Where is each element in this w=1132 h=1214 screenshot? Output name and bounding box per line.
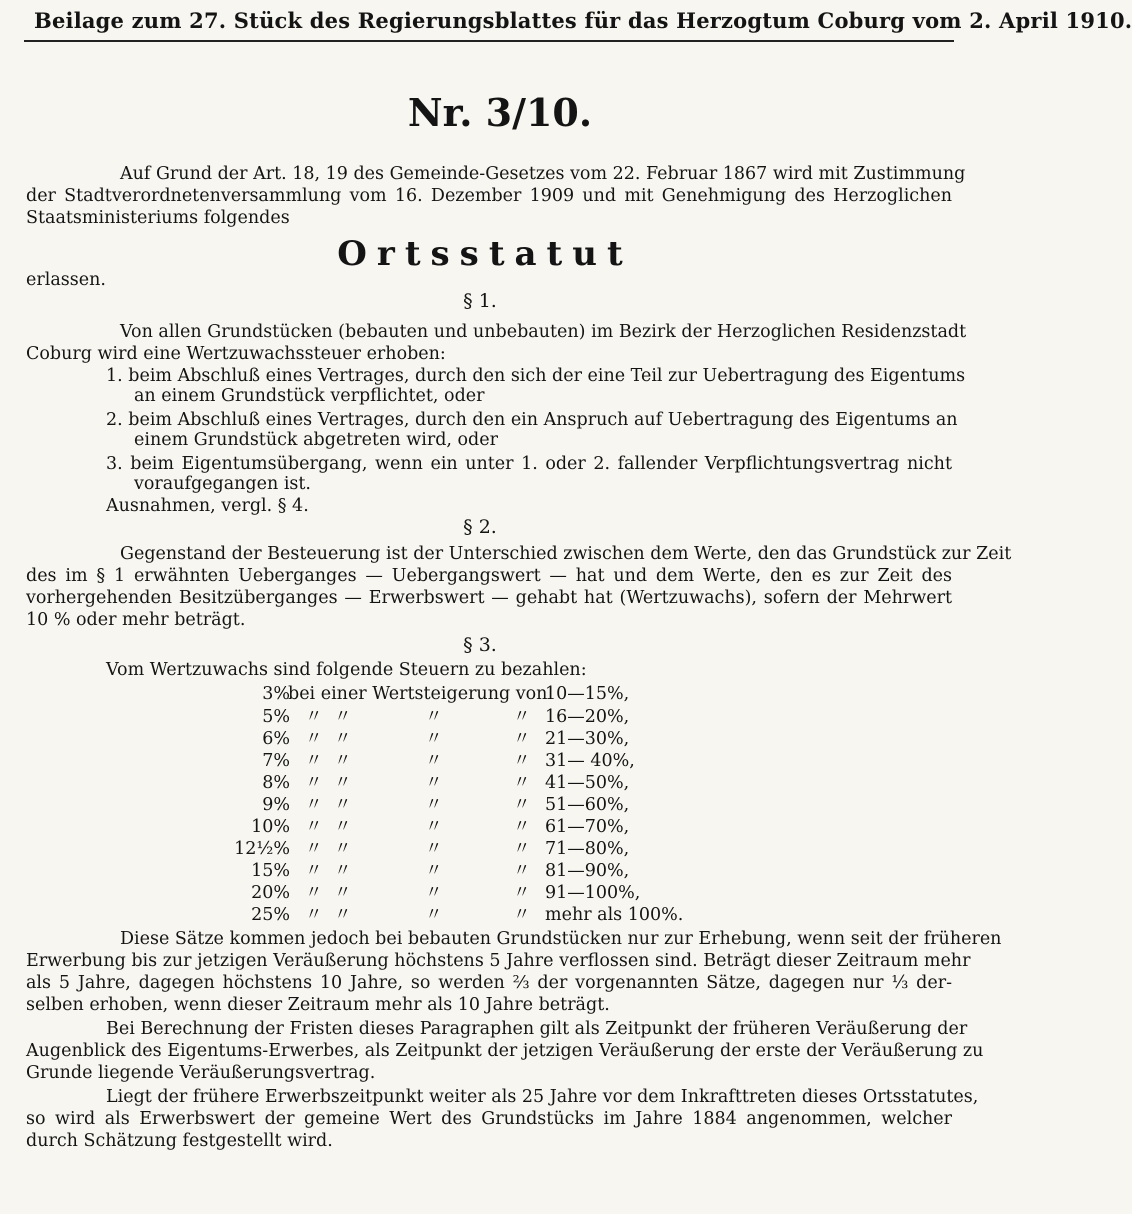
ditto-mark: 〃 bbox=[425, 883, 443, 903]
rate-text: bei einer Wertsteigerung von bbox=[288, 684, 548, 704]
section-1-item: 1. beim Abschluß eines Vertrages, durch den sich der eine Teil zur Uebertragung des Eigentums bbox=[106, 366, 966, 386]
preamble-line: Auf Grund der Art. 18, 19 des Gemeinde-Gesetzes vom 22. Februar 1867 wird mit Zustimmung bbox=[120, 164, 966, 184]
ditto-mark: 〃 bbox=[305, 883, 323, 903]
section-3-heading: § 3. bbox=[463, 634, 497, 656]
ditto-mark: 〃 bbox=[513, 707, 531, 727]
section-3-paragraph-line: so wird als Erwerbswert der gemeine Wert des Grundstücks im Jahre 1884 angenommen, welcher bbox=[26, 1109, 952, 1129]
rate-range: 51—60%, bbox=[545, 795, 630, 815]
ditto-mark: 〃 bbox=[334, 729, 352, 749]
ditto-mark: 〃 bbox=[425, 817, 443, 837]
page-header: Beilage zum 27. Stück des Regierungsblattes für das Herzogtum Coburg vom 2. April 1910. bbox=[34, 8, 1132, 33]
section-1-item: 3. beim Eigentumsübergang, wenn ein unter 1. oder 2. fallender Verpflichtungsvertrag nicht bbox=[106, 454, 952, 474]
section-2-line: Gegenstand der Besteuerung ist der Unterschied zwischen dem Werte, den das Grundstück zur Zeit bbox=[120, 544, 1012, 564]
ditto-mark: 〃 bbox=[334, 795, 352, 815]
ditto-mark: 〃 bbox=[305, 861, 323, 881]
section-1-line: Von allen Grundstücken (bebauten und unbebauten) im Bezirk der Herzoglichen Residenzstadt bbox=[120, 322, 967, 342]
ditto-mark: 〃 bbox=[425, 839, 443, 859]
ditto-mark: 〃 bbox=[513, 729, 531, 749]
section-3-paragraph-line: Grunde liegende Veräußerungsvertrag. bbox=[26, 1063, 376, 1083]
ditto-mark: 〃 bbox=[305, 729, 323, 749]
section-2-heading: § 2. bbox=[463, 516, 497, 538]
section-3-paragraph-line: Erwerbung bis zur jetzigen Veräußerung höchstens 5 Jahre verflossen sind. Beträgt dieser Zeitraum mehr bbox=[26, 951, 971, 971]
section-3-paragraph-line: Bei Berechnung der Fristen dieses Paragraphen gilt als Zeitpunkt der früheren Veräußerung der bbox=[106, 1019, 968, 1039]
header-rule bbox=[24, 40, 954, 42]
ditto-mark: 〃 bbox=[425, 773, 443, 793]
rate-value: 3% bbox=[262, 684, 290, 704]
ditto-mark: 〃 bbox=[425, 751, 443, 771]
ditto-mark: 〃 bbox=[513, 751, 531, 771]
ditto-mark: 〃 bbox=[513, 839, 531, 859]
ditto-mark: 〃 bbox=[425, 795, 443, 815]
ditto-mark: 〃 bbox=[334, 839, 352, 859]
rate-value: 6% bbox=[262, 729, 290, 749]
ditto-mark: 〃 bbox=[513, 861, 531, 881]
section-3-paragraph-line: selben erhoben, wenn dieser Zeitraum mehr als 10 Jahre beträgt. bbox=[26, 995, 610, 1015]
preamble-line: Staatsministeriums folgendes bbox=[26, 208, 290, 228]
ditto-mark: 〃 bbox=[513, 773, 531, 793]
section-2-line: vorhergehenden Besitzüberganges — Erwerbswert — gehabt hat (Wertzuwachs), sofern der Mehrwert bbox=[26, 588, 952, 608]
ditto-mark: 〃 bbox=[513, 905, 531, 925]
rate-value: 8% bbox=[262, 773, 290, 793]
section-1-item: an einem Grundstück verpflichtet, oder bbox=[134, 386, 485, 406]
rate-value: 9% bbox=[262, 795, 290, 815]
rate-value: 10% bbox=[251, 817, 290, 837]
ditto-mark: 〃 bbox=[334, 817, 352, 837]
ditto-mark: 〃 bbox=[305, 707, 323, 727]
rate-value: 12½% bbox=[234, 839, 290, 859]
ditto-mark: 〃 bbox=[334, 883, 352, 903]
ditto-mark: 〃 bbox=[305, 817, 323, 837]
erlassen-text: erlassen. bbox=[26, 270, 106, 290]
rate-range: 71—80%, bbox=[545, 839, 630, 859]
rate-value: 20% bbox=[251, 883, 290, 903]
section-1-item: 2. beim Abschluß eines Vertrages, durch den ein Anspruch auf Uebertragung des Eigentums an bbox=[106, 410, 958, 430]
ditto-mark: 〃 bbox=[305, 905, 323, 925]
section-2-line: 10 % oder mehr beträgt. bbox=[26, 610, 246, 630]
rate-value: 15% bbox=[251, 861, 290, 881]
rate-range: 21—30%, bbox=[545, 729, 630, 749]
ditto-mark: 〃 bbox=[425, 905, 443, 925]
ditto-mark: 〃 bbox=[425, 707, 443, 727]
ditto-mark: 〃 bbox=[305, 839, 323, 859]
section-1-item: voraufgegangen ist. bbox=[134, 474, 311, 494]
rate-range: 10—15%, bbox=[545, 684, 630, 704]
rate-value: 7% bbox=[262, 751, 290, 771]
statute-title: Ortsstatut bbox=[337, 234, 633, 274]
section-3-intro: Vom Wertzuwachs sind folgende Steuern zu bezahlen: bbox=[106, 660, 587, 680]
section-3-paragraph-line: als 5 Jahre, dagegen höchstens 10 Jahre, so werden ⅔ der vorgenannten Sätze, dagegen nur ⅓ der- bbox=[26, 973, 952, 993]
section-1-line: Coburg wird eine Wertzuwachssteuer erhoben: bbox=[26, 344, 446, 364]
section-3-paragraph-line: Augenblick des Eigentums-Erwerbes, als Zeitpunkt der jetzigen Veräußerung der erste der Veräußerung zu bbox=[26, 1041, 984, 1061]
rate-value: 5% bbox=[262, 707, 290, 727]
section-3-paragraph-line: durch Schätzung festgestellt wird. bbox=[26, 1131, 333, 1151]
ditto-mark: 〃 bbox=[334, 861, 352, 881]
ditto-mark: 〃 bbox=[513, 795, 531, 815]
ditto-mark: 〃 bbox=[305, 795, 323, 815]
section-1-item: einem Grundstück abgetreten wird, oder bbox=[134, 430, 498, 450]
ditto-mark: 〃 bbox=[305, 773, 323, 793]
section-2-line: des im § 1 erwähnten Ueberganges — Uebergangswert — hat und dem Werte, den es zur Zeit des bbox=[26, 566, 952, 586]
rate-range: 41—50%, bbox=[545, 773, 630, 793]
section-3-paragraph-line: Liegt der frühere Erwerbszeitpunkt weiter als 25 Jahre vor dem Inkrafttreten dieses Ortsstatutes, bbox=[106, 1087, 979, 1107]
preamble-line: der Stadtverordnetenversammlung vom 16. Dezember 1909 und mit Genehmigung des Herzoglichen bbox=[26, 186, 952, 206]
rate-range: mehr als 100%. bbox=[545, 905, 684, 925]
ditto-mark: 〃 bbox=[513, 817, 531, 837]
ditto-mark: 〃 bbox=[334, 707, 352, 727]
rate-range: 16—20%, bbox=[545, 707, 630, 727]
ditto-mark: 〃 bbox=[334, 751, 352, 771]
rate-range: 31— 40%, bbox=[545, 751, 635, 771]
section-1-exceptions: Ausnahmen, vergl. § 4. bbox=[106, 496, 309, 516]
document-number: Nr. 3/10. bbox=[407, 90, 593, 135]
ditto-mark: 〃 bbox=[334, 773, 352, 793]
rate-range: 61—70%, bbox=[545, 817, 630, 837]
ditto-mark: 〃 bbox=[425, 729, 443, 749]
ditto-mark: 〃 bbox=[425, 861, 443, 881]
ditto-mark: 〃 bbox=[334, 905, 352, 925]
rate-range: 81—90%, bbox=[545, 861, 630, 881]
rate-value: 25% bbox=[251, 905, 290, 925]
section-1-heading: § 1. bbox=[463, 290, 497, 312]
section-3-paragraph-line: Diese Sätze kommen jedoch bei bebauten Grundstücken nur zur Erhebung, wenn seit der früheren bbox=[120, 929, 1002, 949]
ditto-mark: 〃 bbox=[305, 751, 323, 771]
rate-range: 91—100%, bbox=[545, 883, 641, 903]
ditto-mark: 〃 bbox=[513, 883, 531, 903]
